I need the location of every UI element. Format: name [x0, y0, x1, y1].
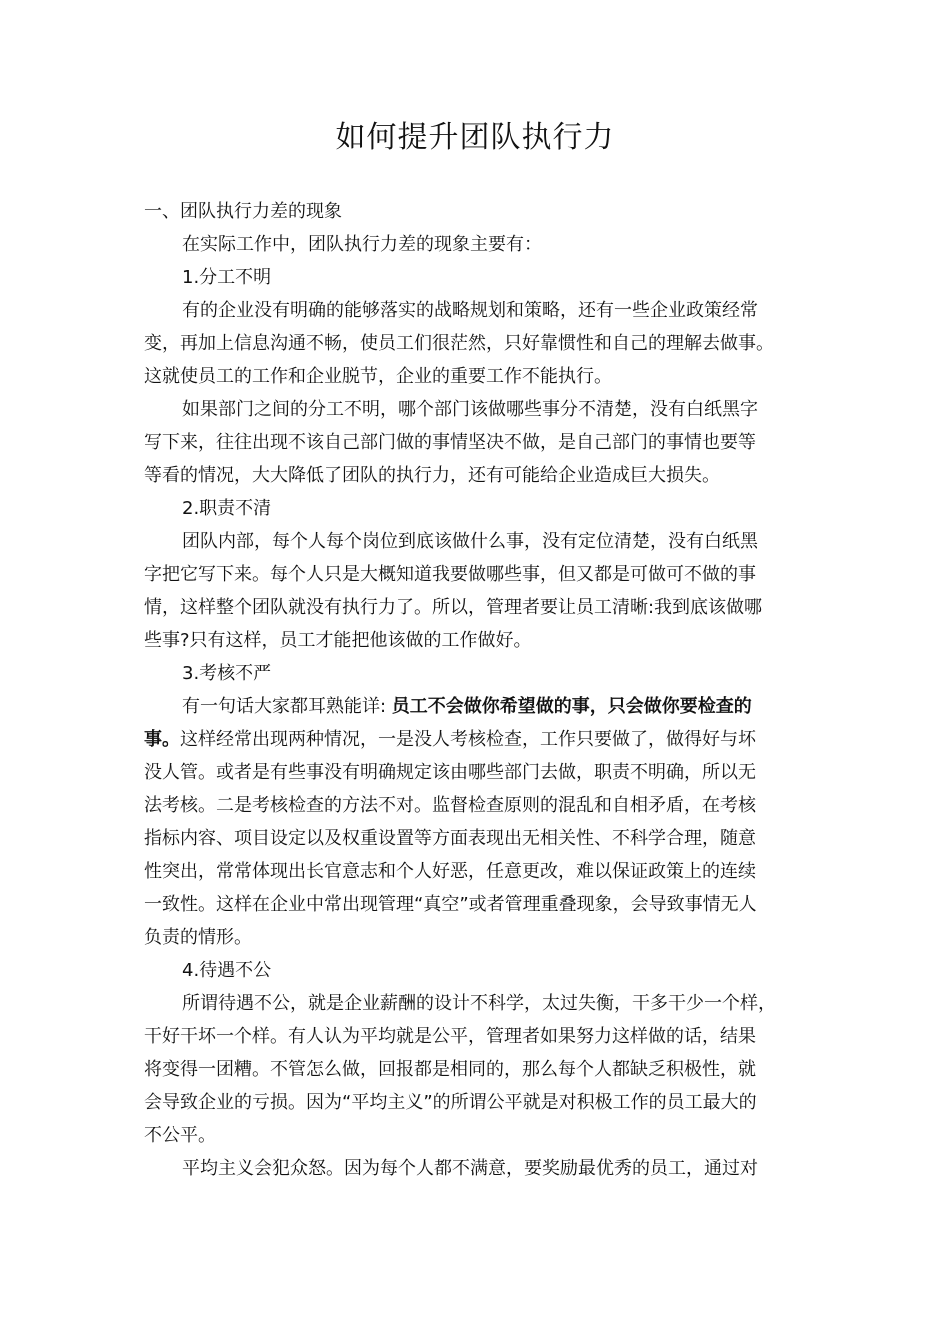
paragraph-line: 写下来，往往出现不该自己部门做的事情坚决不做，是自己部门的事情也要等 — [144, 432, 756, 453]
paragraph-line: 情，这样整个团队就没有执行力了。所以，管理者要让员工清晰:我到底该做哪 — [144, 597, 763, 618]
section-heading: 一、团队执行力差的现象 — [144, 201, 342, 222]
paragraph-line — [144, 724, 756, 756]
paragraph-line: 如果部门之间的分工不明，哪个部门该做哪些事分不清楚，没有白纸黑字 — [182, 399, 758, 420]
paragraph-line: 团队内部，每个人每个岗位到底该做什么事，没有定位清楚，没有白纸黑 — [182, 531, 758, 552]
paragraph-line: 性突出，常常体现出长官意志和个人好恶，任意更改，难以保证政策上的连续 — [144, 861, 756, 882]
bold-quote-end: 事。 — [144, 729, 180, 750]
quote-intro: 有一句话大家都耳熟能详: — [182, 696, 392, 717]
paragraph-line: 有的企业没有明确的能够落实的战略规划和策略，还有一些企业政策经常 — [182, 300, 758, 321]
paragraph-line: 不公平。 — [144, 1125, 216, 1146]
bold-quote: 员工不会做你希望做的事，只会做你要检查的 — [391, 696, 752, 717]
quote-continuation: 这样经常出现两种情况，一是没人考核检查，工作只要做了，做得好与坏 — [180, 729, 756, 750]
paragraph-line: 所谓待遇不公，就是企业薪酬的设计不科学，太过失衡，干多干少一个样， — [182, 993, 776, 1014]
paragraph-line: 字把它写下来。每个人只是大概知道我要做哪些事，但又都是可做可不做的事 — [144, 564, 756, 585]
subheading: 2.职责不清 — [182, 498, 272, 519]
paragraph-line: 干好干坏一个样。有人认为平均就是公平，管理者如果努力这样做的话，结果 — [144, 1026, 756, 1047]
paragraph-line: 负责的情形。 — [144, 927, 252, 948]
paragraph-line: 这就使员工的工作和企业脱节，企业的重要工作不能执行。 — [144, 366, 612, 387]
paragraph-line: 指标内容、项目设定以及权重设置等方面表现出无相关性、不科学合理，随意 — [144, 828, 756, 849]
subheading: 1.分工不明 — [182, 267, 272, 288]
paragraph-line: 法考核。二是考核检查的方法不对。监督检查原则的混乱和自相矛盾，在考核 — [144, 795, 756, 816]
paragraph-line: 平均主义会犯众怒。因为每个人都不满意，要奖励最优秀的员工，通过对 — [182, 1158, 758, 1179]
paragraph-line — [182, 691, 752, 723]
paragraph-line: 变，再加上信息沟通不畅，使员工们很茫然，只好靠惯性和自己的理解去做事。 — [144, 333, 774, 354]
document-title: 如何提升团队执行力 — [335, 120, 615, 155]
subheading: 3.考核不严 — [182, 663, 272, 684]
paragraph-line: 没人管。或者是有些事没有明确规定该由哪些部门去做，职责不明确，所以无 — [144, 762, 756, 783]
paragraph-line: 些事?只有这样，员工才能把他该做的工作做好。 — [144, 630, 532, 651]
paragraph-line: 等看的情况，大大降低了团队的执行力，还有可能给企业造成巨大损失。 — [144, 465, 720, 486]
paragraph-line: 将变得一团糟。不管怎么做，回报都是相同的，那么每个人都缺乏积极性，就 — [144, 1059, 756, 1080]
paragraph-line: 在实际工作中，团队执行力差的现象主要有： — [182, 234, 542, 255]
paragraph-line: 会导致企业的亏损。因为“平均主义”的所谓公平就是对积极工作的员工最大的 — [144, 1092, 757, 1113]
subheading: 4.待遇不公 — [182, 960, 272, 981]
paragraph-line: 一致性。这样在企业中常出现管理“真空”或者管理重叠现象，会导致事情无人 — [144, 894, 757, 915]
